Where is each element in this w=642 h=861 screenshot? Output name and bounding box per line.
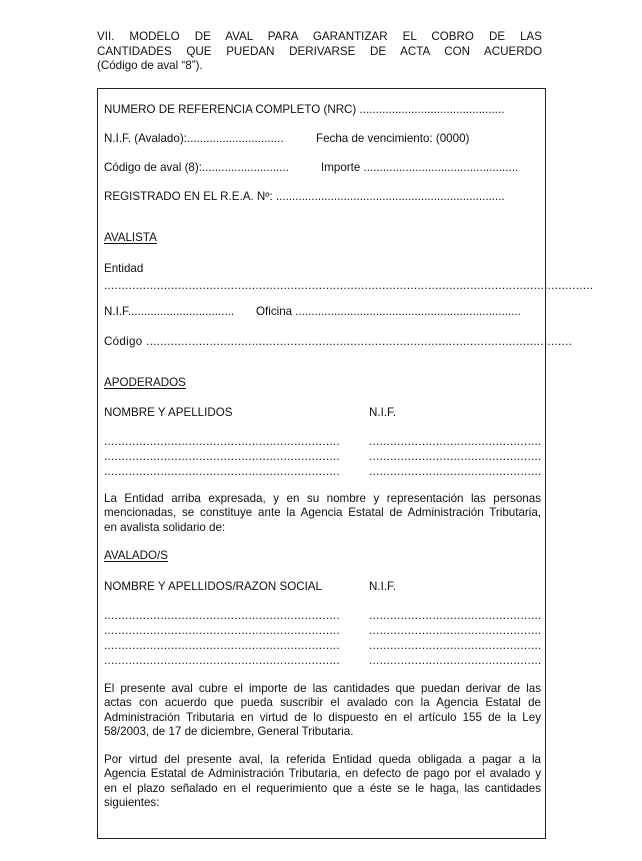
cubre-paragraph	[104, 682, 541, 739]
avalado-nif-field[interactable]: .................................................	[369, 624, 542, 637]
entidad-paragraph	[104, 492, 541, 535]
heading-line-2: CANTIDADES QUE PUEDAN DERIVARSE DE ACTA CON ACUERDO	[97, 44, 542, 58]
avalado-name-field[interactable]: ...................................................................	[104, 654, 340, 667]
avalado-nif-field[interactable]: .................................................	[369, 654, 542, 667]
avalados-section-title: AVALADO/S	[104, 549, 169, 562]
avalado-nif-field[interactable]: .................................................	[369, 639, 542, 652]
avalado-nif-field[interactable]: .................................................	[369, 609, 542, 622]
apoderados-name-header: NOMBRE Y APELLIDOS	[104, 406, 233, 419]
apoderado-nif-field[interactable]: .................................................	[369, 465, 542, 478]
avalista-section-title: AVALISTA	[104, 231, 157, 244]
avalados-nif-header: N.I.F.	[369, 580, 397, 593]
fecha-vencimiento-field[interactable]: Fecha de vencimiento: (0000)	[316, 132, 470, 145]
heading-line-3: (Código de aval “8”).	[97, 59, 203, 72]
avalado-name-field[interactable]: ...................................................................	[104, 624, 340, 637]
virtud-paragraph-line: Por virtud del presente aval, la referida Entidad queda obligada a pagar a la	[104, 753, 541, 766]
entidad-field[interactable]: ...........................................................................................................................................	[104, 279, 594, 292]
oficina-field[interactable]: Oficina ......................................................................	[256, 305, 521, 318]
avalados-name-header: NOMBRE Y APELLIDOS/RAZON SOCIAL	[104, 580, 322, 593]
codigo-aval-field[interactable]: Código de aval (8):...........................	[104, 161, 289, 174]
avalado-name-field[interactable]: ...................................................................	[104, 609, 340, 622]
nif-avalado-field[interactable]: N.I.F. (Avalado):..............................	[104, 132, 284, 145]
apoderado-nif-field[interactable]: .................................................	[369, 450, 542, 463]
apoderado-name-field[interactable]: ...................................................................	[104, 435, 340, 448]
cubre-paragraph-line: Administración Tributaria en virtud de lo dispuesto en el artículo 155 de la Ley	[104, 710, 541, 724]
virtud-paragraph-line: siguientes:	[104, 795, 160, 809]
nif-avalista-field[interactable]: N.I.F.................................	[104, 305, 235, 318]
codigo-field[interactable]: Código .........................................................................................................................	[104, 335, 573, 348]
cubre-paragraph-line: actas con acuerdo que pueda suscribir el avalado con la Agencia Estatal de	[104, 696, 541, 710]
cubre-paragraph-line: 58/2003, de 17 de diciembre, General Tributaria.	[104, 724, 354, 738]
importe-field[interactable]: Importe ................................................	[321, 161, 519, 174]
apoderado-name-field[interactable]: ...................................................................	[104, 465, 340, 478]
apoderado-name-field[interactable]: ...................................................................	[104, 450, 340, 463]
apoderados-section-title: APODERADOS	[104, 376, 186, 389]
nrc-field[interactable]: NUMERO DE REFERENCIA COMPLETO (NRC) .............................................	[104, 103, 505, 116]
entidad-paragraph-line: La Entidad arriba expresada, y en su nombre y representación las personas	[104, 492, 541, 505]
virtud-paragraph-line: en el plazo señalado en el requerimiento que a éste se le haga, las cantidades	[104, 781, 541, 795]
entidad-paragraph-line: en avalista solidario de:	[104, 520, 226, 534]
virtud-paragraph	[104, 753, 541, 810]
cubre-paragraph-line: El presente aval cubre el importe de las cantidades que puedan derivar de las	[104, 682, 541, 695]
document-heading	[97, 30, 542, 74]
registrado-rea-field[interactable]: REGISTRADO EN EL R.E.A. Nº: .......................................................................	[104, 190, 505, 203]
heading-line-1: VII. MODELO DE AVAL PARA GARANTIZAR EL COBRO DE LAS	[97, 30, 542, 43]
avalado-name-field[interactable]: ...................................................................	[104, 639, 340, 652]
apoderado-nif-field[interactable]: .................................................	[369, 435, 542, 448]
entidad-label: Entidad	[104, 262, 144, 275]
apoderados-nif-header: N.I.F.	[369, 406, 397, 419]
virtud-paragraph-line: Agencia Estatal de Administración Tributaria, en defecto de pago por el avalado y	[104, 767, 541, 781]
entidad-paragraph-line: mencionadas, se constituye ante la Agencia Estatal de Administración Tributaria,	[104, 506, 541, 520]
